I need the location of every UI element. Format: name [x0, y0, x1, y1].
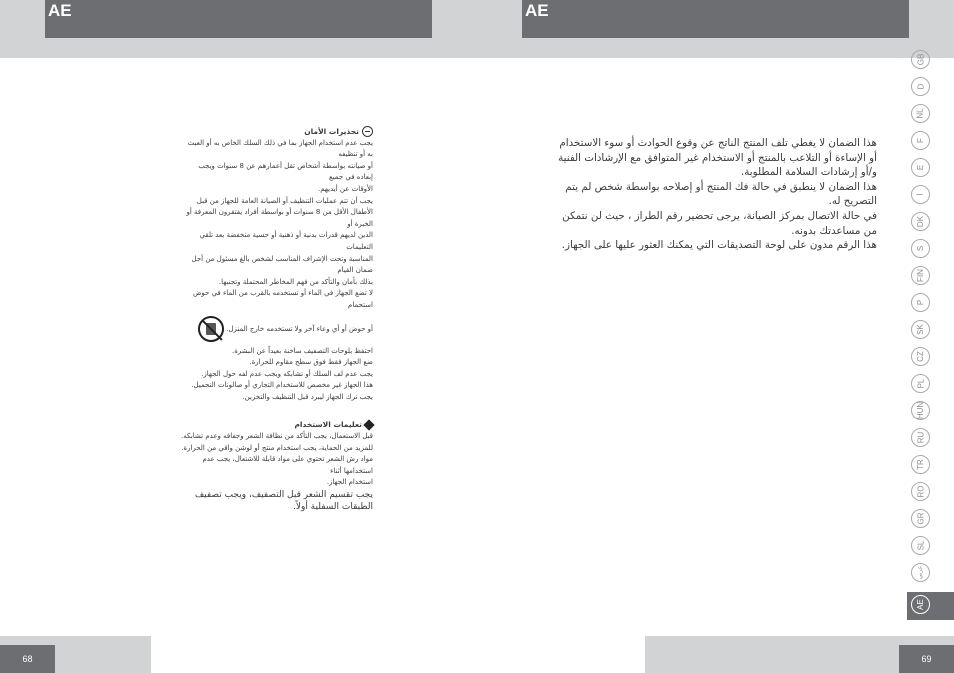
lang-tab-ru[interactable]: RU: [911, 428, 930, 447]
warranty-line: هذا الضمان لا ينطبق في حالة فك المنتج أو إصلاحه بواسطة شخص لم يتم: [565, 180, 877, 193]
right-page-number: 69: [899, 645, 954, 673]
right-header: [522, 0, 909, 38]
safety-line: المناسبة وتحت الإشراف المناسب لشخص بالغ مسئول من أجل ضمان القيام: [191, 254, 373, 275]
usage-emphasis: يجب تقسيم الشعر قبل التصفيف، ويجب تصفيف الطبقات السفلية أولاً.: [194, 490, 373, 513]
safety-line: يجب عدم لف السلك أو تشابكه ويجب عدم لفه حول الجهاز.: [201, 369, 373, 378]
safety-section: [180, 126, 373, 513]
safety-line: أو حوض أو أي وعاء آخر ولا تستخدمه خارج المنزل.: [226, 324, 373, 333]
lang-tab-ro[interactable]: RO: [911, 482, 930, 501]
safety-line-with-icon: [180, 316, 373, 342]
lang-tab-arabic[interactable]: عربي: [911, 563, 930, 582]
lang-tab-gr[interactable]: GR: [911, 509, 930, 528]
safety-heading: [180, 126, 373, 138]
usage-line: مواد رش الشعر تحتوي على مواد قابلة للاشتعال، يجب عدم استخدامها أثناء: [202, 455, 373, 475]
left-header-label: AE: [48, 1, 72, 20]
usage-line: للمزيد من الحماية، يجب استخدام منتج أو لوشن واقي من الحرارة.: [181, 443, 373, 452]
safety-line: لا تضع الجهاز في الماء أو تستخدمه بالقرب من الماء في حوض استحمام: [192, 289, 373, 309]
safety-line: ضع الجهاز فقط فوق سطح مقاوم للحرارة.: [249, 358, 373, 367]
lang-tab-f[interactable]: F: [911, 131, 930, 150]
lang-tab-tr[interactable]: TR: [911, 455, 930, 474]
lang-tab-p[interactable]: P: [911, 293, 930, 312]
safety-line: الأطفال الأقل من 8 سنوات أو بواسطة أفراد يفتقرون المعرفة أو الخبرة أو: [186, 208, 373, 228]
warranty-line: أو الإساءة أو التلاعب بالمنتج أو الاستخدام غير المتوافق مع الإرشادات الفنية: [558, 151, 877, 164]
lang-tab-hun[interactable]: HUN: [911, 401, 930, 420]
safety-line: يجب أن تتم عمليات التنظيف أو الصيانة العامة للجهاز من قبل: [196, 196, 373, 205]
usage-line: استخدام الجهاز.: [326, 478, 373, 487]
safety-line: أو صيانته بواسطة أشخاص تقل أعمارهم عن 8 سنوات ويجب إبعاده في جميع: [198, 161, 373, 182]
no-water-icon: [198, 316, 224, 342]
lang-tab-sk[interactable]: SK: [911, 320, 930, 339]
warranty-line: التصريح له.: [828, 195, 877, 208]
warranty-line: من مساعدتك بدونه.: [791, 224, 877, 237]
warning-circle-icon: [362, 126, 373, 137]
lang-tab-pl[interactable]: PL: [911, 374, 930, 393]
lang-tab-e[interactable]: E: [911, 158, 930, 177]
language-tabs: [908, 46, 932, 626]
safety-line: احتفظ بلوحات التصفيف ساخنة بعيداً عن البشرة.: [232, 346, 373, 355]
safety-line: الذين لديهم قدرات بدنية أو ذهنية أو حسية منخفضة بعد تلقي التعليمات: [199, 231, 373, 251]
warranty-section: [547, 136, 877, 253]
lang-tab-fin[interactable]: FIN: [911, 266, 930, 285]
lang-tab-ae[interactable]: AE: [911, 595, 930, 614]
lang-tab-d[interactable]: D: [911, 77, 930, 96]
right-page: [477, 0, 954, 673]
lang-tab-s[interactable]: S: [911, 239, 930, 258]
lang-tab-gb[interactable]: GB: [911, 50, 930, 69]
safety-line: يجب عدم استخدام الجهاز بما في ذلك السلك الخاص به أو العبث به أو تنظيفه: [187, 138, 373, 159]
lang-tab-sl[interactable]: SL: [911, 536, 930, 555]
lang-tab-cz[interactable]: CZ: [911, 347, 930, 366]
warranty-line: هذا الرقم مدون على لوحة التصديقات التي يمكنك العثور عليها على الجهاز.: [561, 239, 877, 252]
usage-heading: [180, 419, 373, 431]
right-header-label: AE: [525, 1, 549, 20]
safety-line: هذا الجهاز غير مخصص للاستخدام التجاري أو صالونات التجميل.: [191, 381, 373, 390]
lang-tab-i[interactable]: I: [911, 185, 930, 204]
warranty-line: هذا الضمان لا يغطي تلف المنتج الناتج عن وقوع الحوادث أو سوء الاستخدام: [559, 137, 877, 149]
info-diamond-icon: [363, 420, 374, 431]
safety-line: بذلك بأمان والتأكد من فهم المخاطر المحتملة وتجنبها.: [218, 277, 373, 286]
lang-tab-nl[interactable]: NL: [911, 104, 930, 123]
lang-tab-dk[interactable]: DK: [911, 212, 930, 231]
left-header: [45, 0, 432, 38]
safety-heading-text: تحذيرات الأمان: [304, 127, 359, 136]
safety-line: الأوقات عن أيديهم.: [318, 184, 373, 193]
warranty-line: و/أو إرشادات السلامة المطلوبة.: [741, 166, 877, 179]
usage-heading-text: تعليمات الاستخدام: [294, 420, 362, 430]
safety-line: يجب ترك الجهاز ليبرد قبل التنظيف والتخزين.: [242, 392, 373, 401]
left-page-number: 68: [0, 645, 55, 673]
warranty-line: في حالة الاتصال بمركز الصيانة، يرجى تحضير رقم الطراز ، حيث لن نتمكن: [562, 209, 877, 222]
usage-line: قبل الاستعمال، يجب التأكد من نظافة الشعر وجفافه وعدم تشابكه.: [181, 432, 373, 441]
